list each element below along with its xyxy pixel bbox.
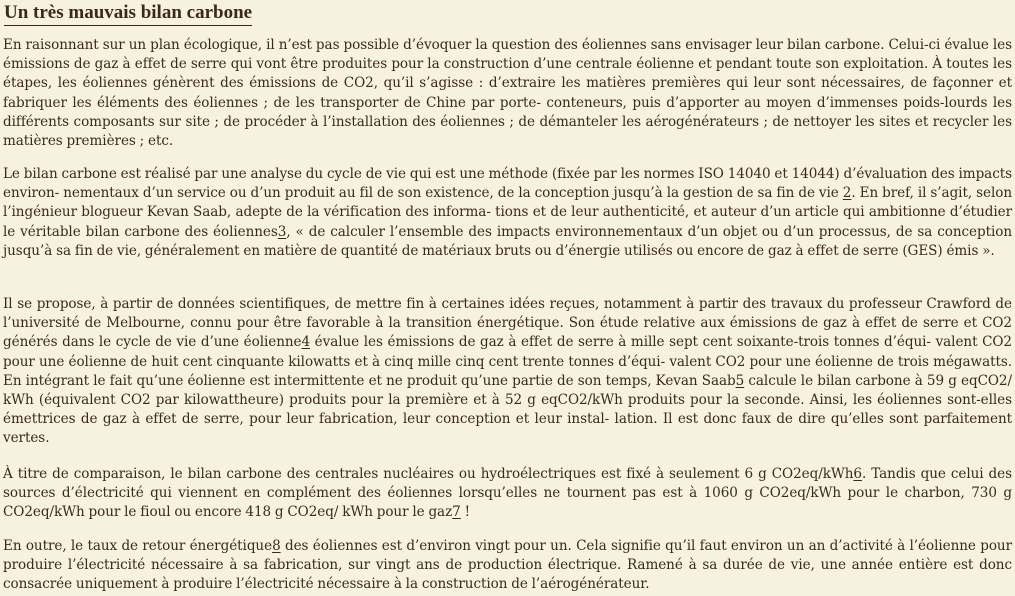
paragraph-text: Le bilan carbone est réalisé par une analyse du cycle de vie qui est une méthode (fixée par les normes ISO 14040 et 14044) d’évaluation des impacts environ- nementaux d’un service ou d’un produit au fil de son existence, de la conception jusqu’à la gestion de sa fin de vie bbox=[3, 166, 1012, 202]
footnote-link-7[interactable]: 7 bbox=[452, 504, 461, 521]
paragraph-text: En raisonnant sur un plan écologique, il n’est pas possible d’évoquer la question des éoliennes sans envisager leur bilan carbone. Celui-ci évalue les émissions de gaz à effet de serre qui vont être produites pour la construction d’une centrale éolienne et pendant toute son exploitation. À toutes les étapes, les éoliennes génèrent des émissions de CO2, qu’il s’agisse : d’extraire les matières premières qui leur sont nécessaires, de façonner et fabriquer les éléments des éoliennes ; de les transporter de Chine par porte- conteneurs, puis d’apporter au moyen d’immenses poids-lourds les différents composants sur site ; de procéder à l’installation des éoliennes ; de démanteler les aérogénérateurs ; de nettoyer les sites et recycler les matières premières ; etc. bbox=[3, 37, 1012, 150]
paragraph-text: ! bbox=[460, 504, 470, 521]
paragraph-text: des éoliennes est d’environ vingt pour un. Cela signifie qu’il faut environ un an d’activité à l’éolienne pour produire l’électricité nécessaire à sa fabrication, sur vingt ans de production électrique. Ramené à sa durée de vie, une année entière est donc consacrée uniquement à produire l’électricité nécessaire à la construction de l’aérogénérateur. bbox=[3, 538, 1012, 593]
footnote-link-3[interactable]: 3 bbox=[277, 223, 287, 240]
paragraph-text: En outre, le taux de retour énergétique bbox=[3, 538, 273, 554]
paragraph-text: , « de calculer l’ensemble des impacts environnementaux d’un objet ou d’un processus, de sa conception jusqu’à sa fin de vie, généralement en matière de quantité de matériaux bruts ou d’énergie utilisés ou encore de gaz à effet de serre (GES) émis ». bbox=[3, 223, 1013, 259]
paragraph-energy-return bbox=[3, 537, 1012, 595]
paragraph-text: . Tandis que celui des sources d’électricité qui viennent en complément des éoliennes lorsqu’elles ne tournent pas est à 1060 g CO2eq/kWh pour le charbon, 730 g CO2eq/kWh pour le fioul ou encore 418 g CO2eq/ kWh pour le gaz bbox=[3, 466, 1013, 521]
paragraph-comparison bbox=[3, 465, 1012, 523]
paragraph-text: . En bref, il s’agit, selon l’ingénieur blogueur Kevan Saab, adepte de la vérification des informa- tions et de leur authenticité, et auteur d’un article qui ambitionne d’étudier le véritable bilan carbone des éoliennes bbox=[3, 185, 1012, 240]
paragraph-text: À titre de comparaison, le bilan carbone des centrales nucléaires ou hydroélectriques est fixé à seulement 6 g CO2eq/kWh bbox=[3, 466, 854, 482]
footnote-link-5[interactable]: 5 bbox=[735, 372, 745, 389]
paragraph-text: calcule le bilan carbone à 59 g eqCO2/ kWh (équivalent CO2 par kilowattheure) produits pour la première et à 52 g eqCO2/kWh produits pour la seconde. Ainsi, les éoliennes sont-elles émettrices de gaz à effet de serre, pour leur fabrication, leur conception et leur instal- lation. Il est donc faux de dire qu’elles sont parfaitement vertes. bbox=[3, 372, 1012, 447]
paragraph-text: Il se propose, à partir de données scientifiques, de mettre fin à certaines idées reçues, notamment à partir des travaux du professeur Crawford de l’université de Melbourne, connu pour être favorable à la transition énergétique. Son étude relative aux émissions de gaz à effet de serre et CO2 générés dans le cycle de vie d’une éolienne bbox=[3, 296, 1012, 351]
footnote-link-8[interactable]: 8 bbox=[272, 538, 281, 554]
footnote-link-2[interactable]: 2 bbox=[842, 185, 852, 202]
footnote-link-6[interactable]: 6 bbox=[853, 466, 862, 482]
section-title: Un très mauvais bilan carbone bbox=[4, 1, 252, 26]
paragraph-text: évalue les émissions de gaz à effet de serre à mille sept cent soixante-trois tonnes d’équi- valent CO2 pour une éolienne de huit cent cinquante kilowatts et à cinq mille cinq cent trente tonnes d’équi- valent CO2 pour une éolienne de trois mégawatts. En intégrant le fait qu’une éolienne est intermittente et ne produit qu’une partie de son temps, Kevan Saab bbox=[3, 334, 1012, 389]
footnote-link-4[interactable]: 4 bbox=[301, 334, 311, 351]
paragraph-life-cycle bbox=[3, 165, 1012, 261]
paragraph-crawford-study bbox=[3, 295, 1012, 449]
paragraph-carbon-intro bbox=[3, 36, 1012, 151]
